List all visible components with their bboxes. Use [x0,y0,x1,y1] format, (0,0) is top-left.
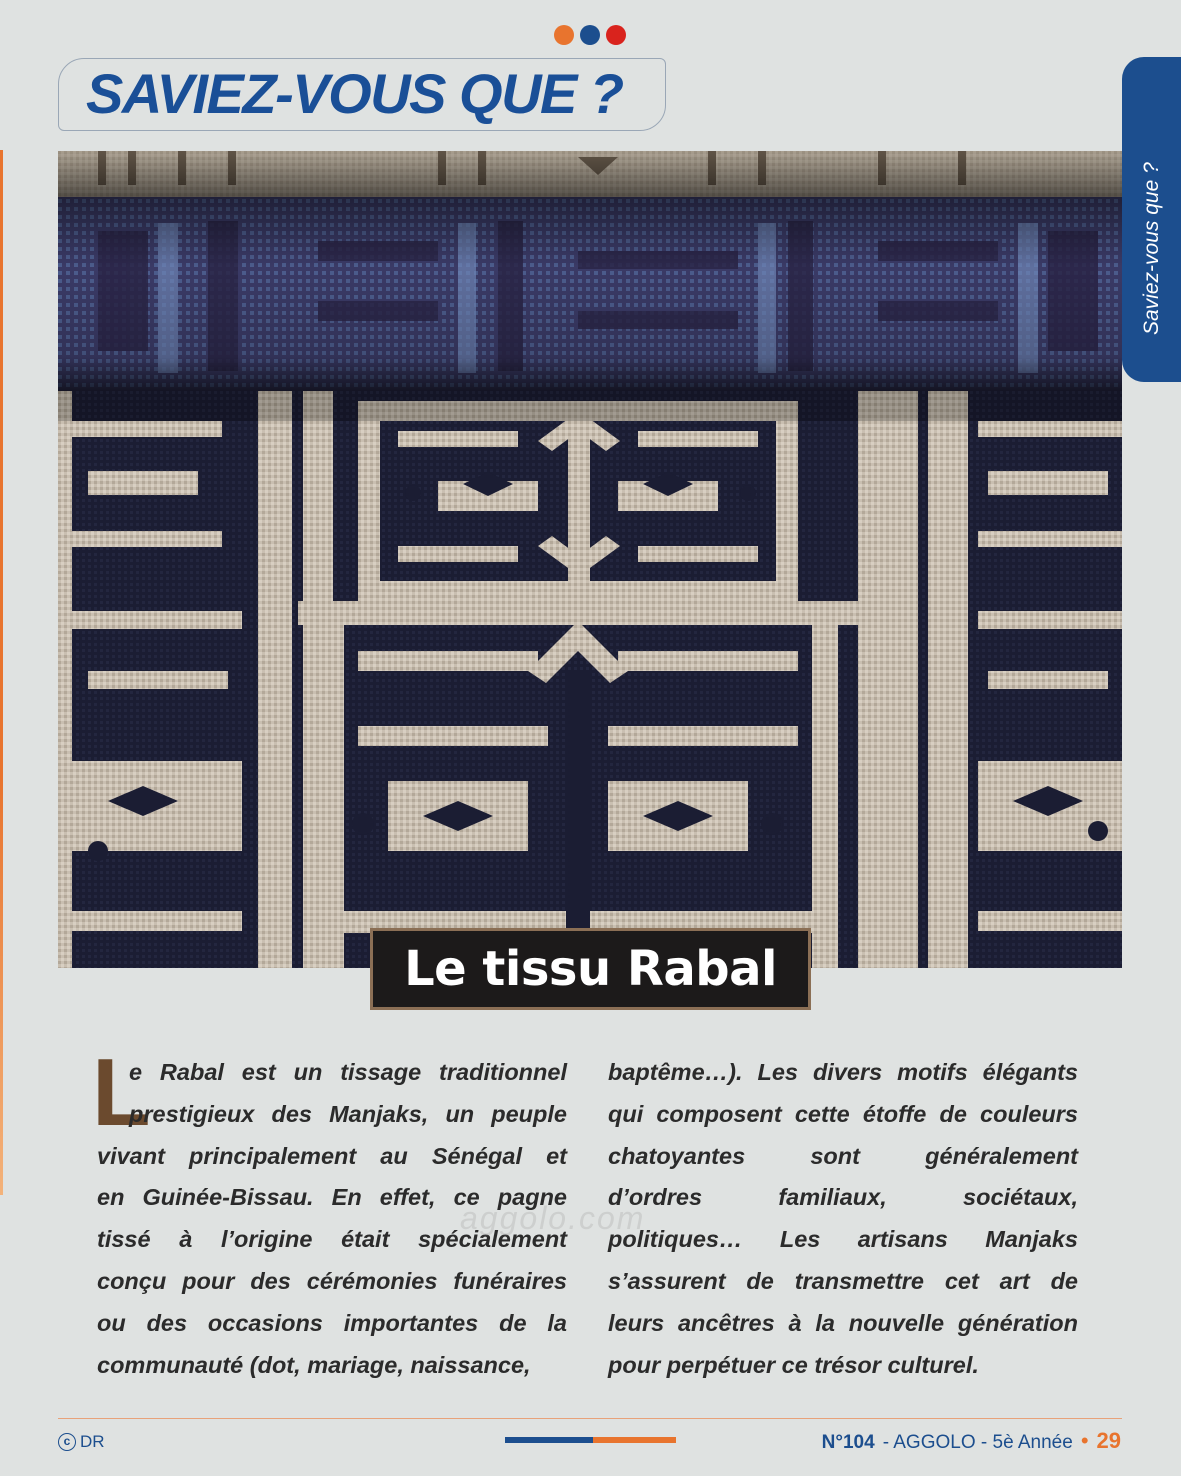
text-line: conçu pour des cérémonies funéraires [97,1267,567,1294]
text-line: pour perpétuer ce trésor culturel. [608,1351,979,1378]
photo-caption: Le tissu Rabal [404,941,777,997]
article-column-right [608,1052,1078,1386]
text-line: politiques… Les artisans Manjaks [608,1226,1078,1253]
credit-text: DR [80,1432,105,1451]
text-line: qui composent cette étoffe de couleurs [608,1100,1078,1127]
rabal-fabric-photo [58,151,1122,968]
bullet-icon: • [1080,1428,1089,1453]
header-dots [554,25,626,45]
footer-bar-blue [505,1437,593,1443]
text-line: ou des occasions importantes de la [97,1309,567,1336]
dot-blue [580,25,600,45]
issue-number: N°104 [821,1432,875,1453]
text-line: communauté (dot, mariage, naissance, [97,1351,531,1378]
text-line: d’ordres familiaux, sociétaux, [608,1184,1078,1211]
page-title: SAVIEZ-VOUS QUE ? [86,62,623,125]
folio [822,1428,1121,1454]
text-line: baptême…). Les divers motifs élégants [608,1059,1078,1085]
watermark: aggolo.com [460,1200,646,1236]
footer-bar-orange [593,1437,676,1443]
text-line: leurs ancêtres à la nouvelle génération [608,1309,1078,1336]
text-line: tissé à l’origine était spécialement [97,1226,567,1253]
dot-red [606,25,626,45]
dot-orange [554,25,574,45]
drop-cap: L [92,1039,151,1146]
footer-color-bar [505,1437,676,1443]
text-line: s’assurent de transmettre cet art de [608,1267,1078,1294]
photo-credit [58,1432,105,1452]
footer-rule [58,1418,1122,1419]
photo-caption-box [370,928,811,1010]
text-line: chatoyantes sont généralement [608,1142,1078,1169]
text-line: vivant principalement au Sénégal et [97,1142,567,1169]
text-line: e Rabal est un tissage traditionnel [129,1059,567,1085]
fabric-illustration [58,151,1122,968]
page-number: 29 [1096,1428,1121,1453]
side-tab-label: Saviez-vous que ? [1140,162,1163,335]
text-line: prestigieux des Manjaks, un peuple [129,1100,567,1127]
issue-info: - AGGOLO - 5è Année [882,1432,1073,1453]
copyright-icon: c [58,1433,76,1451]
text-line: en Guinée-Bissau. En effet, ce pagne [97,1184,567,1211]
left-accent-rule [0,150,3,1195]
